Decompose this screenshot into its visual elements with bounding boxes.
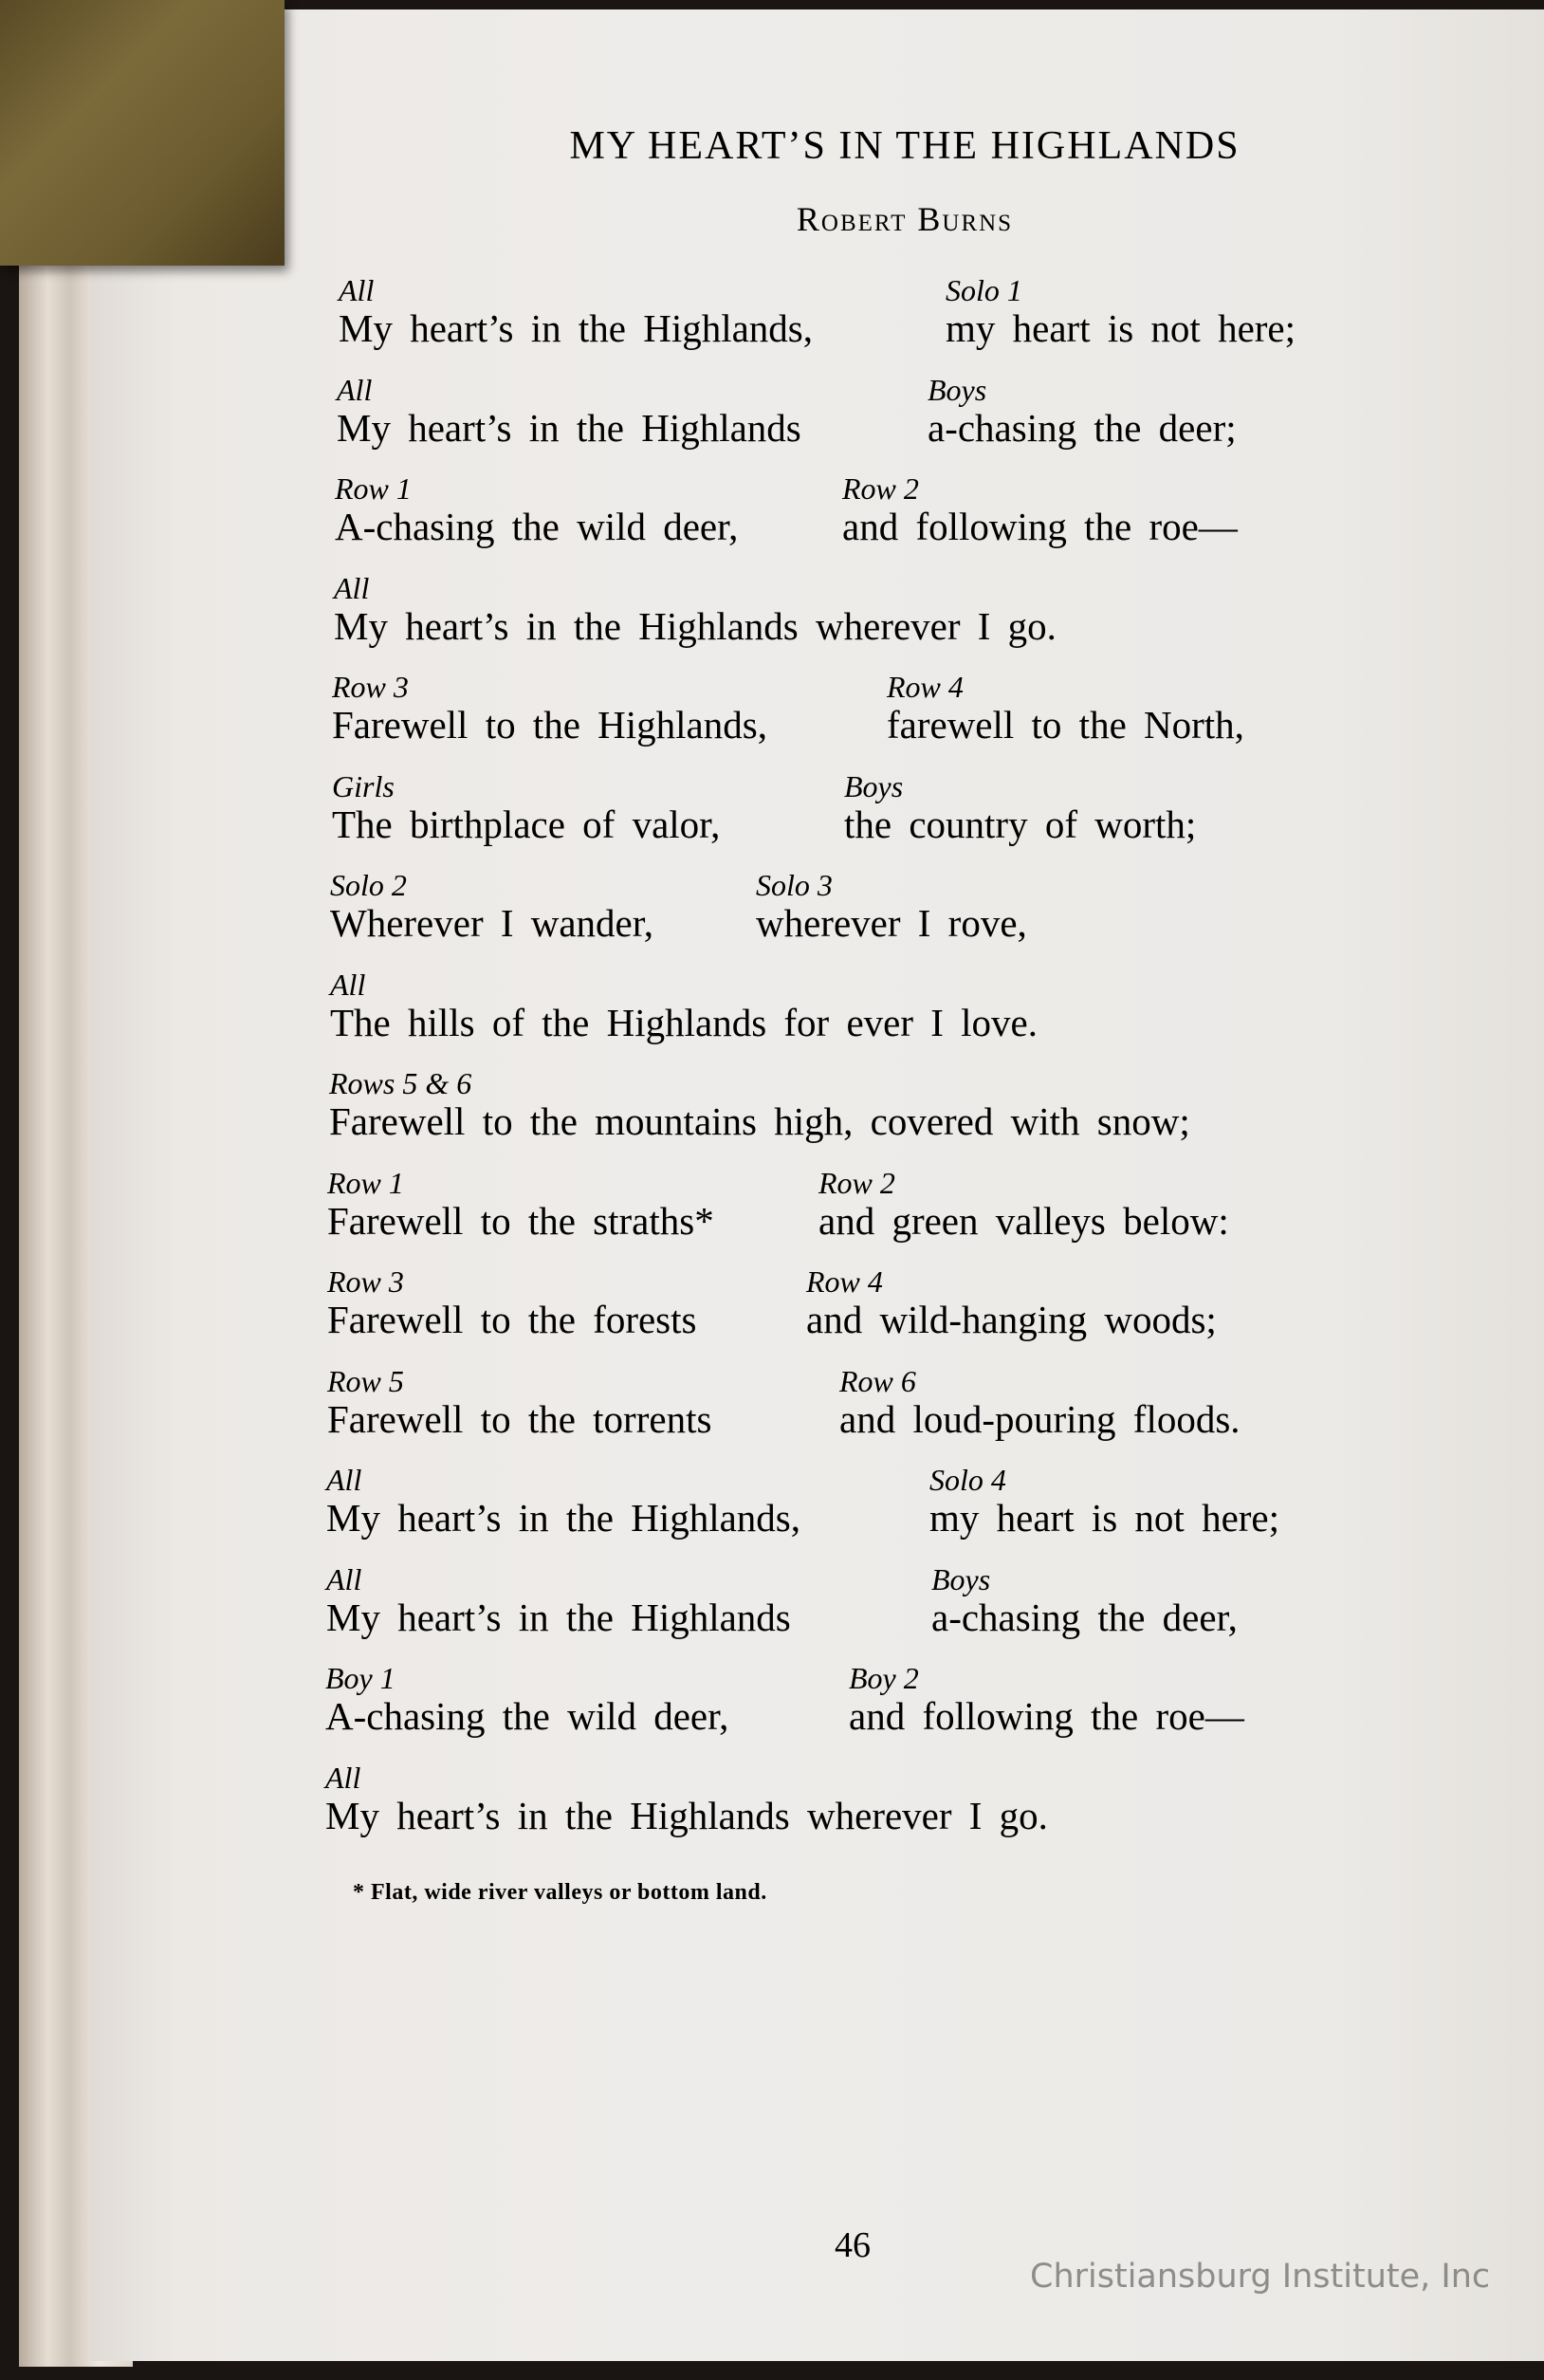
- speaker-cue: All: [326, 1562, 362, 1596]
- speaker-cue: Boys: [844, 769, 904, 803]
- speaker-cue: Row 2: [818, 1166, 895, 1200]
- poem-line: My heart’s in the Highlands,: [339, 306, 814, 350]
- speaker-cue: Boys: [931, 1562, 991, 1596]
- speaker-cue: Boy 2: [849, 1661, 919, 1695]
- poem-line: Farewell to the forests: [327, 1298, 697, 1341]
- poem-line: My heart’s in the Highlands: [326, 1596, 791, 1639]
- speaker-cue: Row 4: [887, 670, 964, 704]
- poem-line: The birthplace of valor,: [332, 803, 721, 846]
- poem-line: farewell to the North,: [887, 703, 1244, 747]
- speaker-cue: Row 6: [839, 1364, 916, 1398]
- poem-line: My heart’s in the Highlands,: [326, 1496, 801, 1540]
- speaker-cue: All: [339, 273, 375, 307]
- speaker-cue: Row 2: [842, 471, 919, 506]
- poem-line: my heart is not here;: [946, 306, 1296, 350]
- speaker-cue: Row 4: [806, 1264, 883, 1299]
- poem-line: Farewell to the straths*: [327, 1199, 714, 1243]
- poem-line: the country of worth;: [844, 803, 1197, 846]
- speaker-cue: Boy 1: [325, 1661, 395, 1695]
- speaker-cue: Row 1: [335, 471, 412, 506]
- speaker-cue: All: [337, 373, 373, 407]
- poem-line: and following the roe—: [849, 1694, 1244, 1738]
- speaker-cue: Rows 5 & 6: [329, 1066, 472, 1100]
- speaker-cue: All: [334, 571, 370, 605]
- speaker-cue: All: [325, 1761, 361, 1795]
- speaker-cue: Row 3: [327, 1264, 404, 1299]
- speaker-cue: Girls: [332, 769, 395, 803]
- poem-line: My heart’s in the Highlands wherever I go.: [325, 1794, 1048, 1837]
- poem-line: Farewell to the torrents: [327, 1397, 712, 1441]
- speaker-cue: Boys: [928, 373, 987, 407]
- poem-line: Farewell to the mountains high, covered with snow;: [329, 1099, 1190, 1143]
- poem-title: MY HEART’S IN THE HIGHLANDS: [569, 124, 1241, 168]
- speaker-cue: Solo 2: [330, 868, 407, 902]
- speaker-cue: Row 3: [332, 670, 409, 704]
- poem-line: my heart is not here;: [929, 1496, 1280, 1540]
- poem-line: The hills of the Highlands for ever I love.: [330, 1001, 1039, 1044]
- poem-line: and green valleys below:: [818, 1199, 1229, 1243]
- poem-line: a-chasing the deer,: [931, 1596, 1238, 1639]
- speaker-cue: Solo 3: [756, 868, 833, 902]
- poem-line: a-chasing the deer;: [928, 406, 1237, 450]
- speaker-cue: Solo 4: [929, 1463, 1006, 1497]
- poem-line: Farewell to the Highlands,: [332, 703, 767, 747]
- watermark: Christiansburg Institute, Inc: [1030, 2258, 1491, 2296]
- speaker-cue: All: [326, 1463, 362, 1497]
- poem-line: Wherever I wander,: [330, 901, 654, 945]
- speaker-cue: Row 5: [327, 1364, 404, 1398]
- speaker-cue: All: [330, 968, 366, 1002]
- speaker-cue: Solo 1: [946, 273, 1022, 307]
- poem-line: and loud-pouring floods.: [839, 1397, 1241, 1441]
- footnote: * Flat, wide river valleys or bottom land.: [353, 1880, 767, 1905]
- poem-line: wherever I rove,: [756, 901, 1027, 945]
- poem-line: and wild-hanging woods;: [806, 1298, 1217, 1341]
- poem-author: Robert Burns: [796, 200, 1014, 238]
- poem-line: A-chasing the wild deer,: [335, 505, 739, 548]
- page-number: 46: [835, 2225, 871, 2265]
- poem-line: and following the roe—: [842, 505, 1238, 548]
- speaker-cue: Row 1: [327, 1166, 404, 1200]
- poem-line: A-chasing the wild deer,: [325, 1694, 729, 1738]
- poem-line: My heart’s in the Highlands wherever I go.: [334, 604, 1057, 648]
- poem-line: My heart’s in the Highlands: [337, 406, 801, 450]
